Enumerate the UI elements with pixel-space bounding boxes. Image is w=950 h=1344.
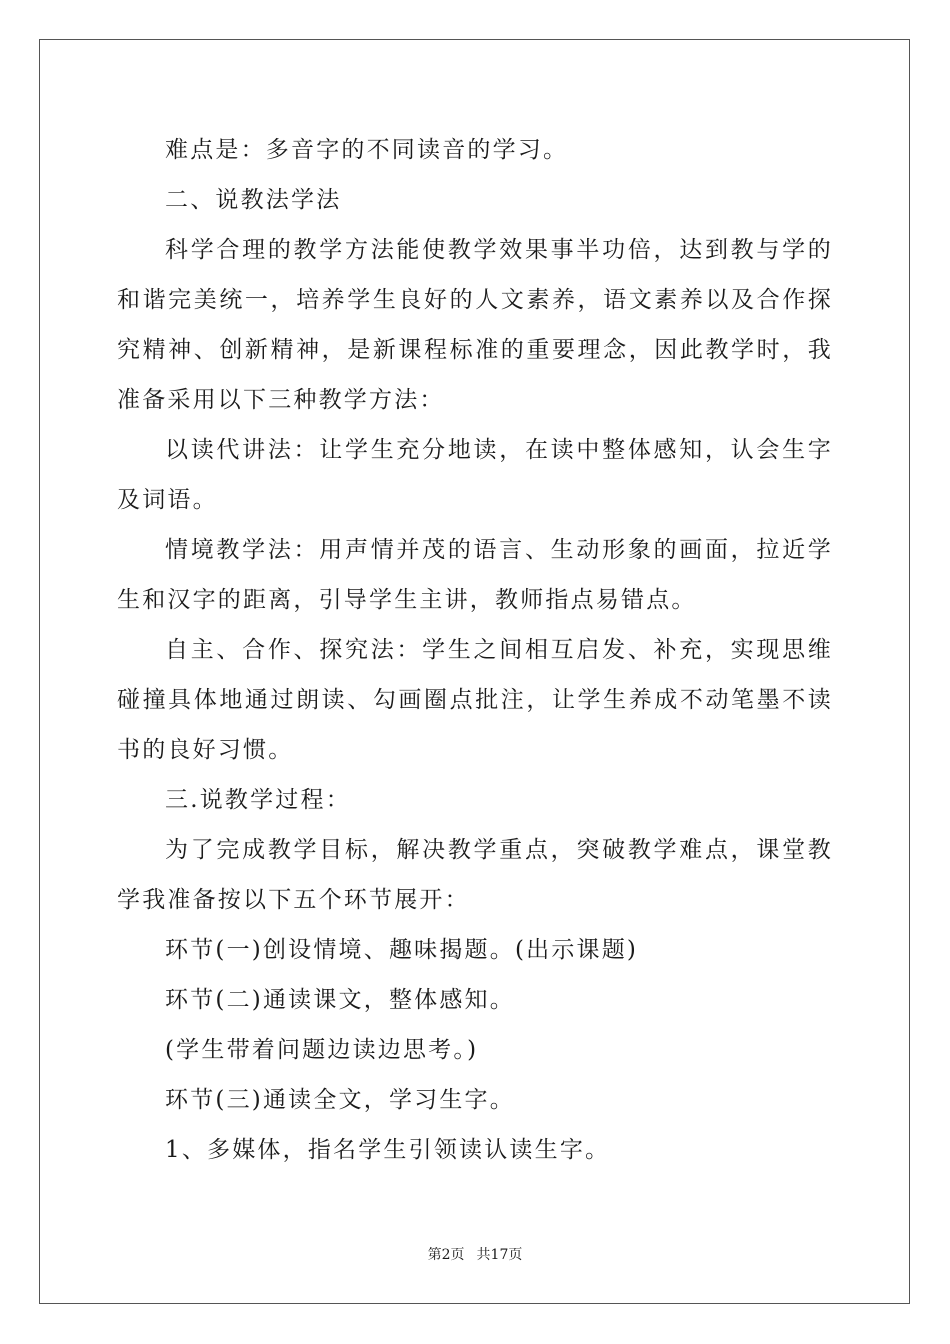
current-page-number: 第2页 xyxy=(427,1247,465,1263)
paragraph-read-method: 以读代讲法：让学生充分地读，在读中整体感知，认会生字及词语。 xyxy=(117,437,833,513)
paragraph-multimedia: 1、多媒体，指名学生引领读认读生字。 xyxy=(165,1137,611,1163)
paragraph-step-two: 环节(二)通读课文，整体感知。 xyxy=(165,987,515,1013)
heading-teaching-process: 三.说教学过程： xyxy=(165,787,351,813)
paragraph-step-one: 环节(一)创设情境、趣味揭题。(出示课题) xyxy=(165,937,639,963)
paragraph-process-intro: 为了完成教学目标，解决教学重点，突破教学难点，课堂教学我准备按以下五个环节展开： xyxy=(117,837,833,913)
heading-teaching-methods: 二、说教法学法 xyxy=(165,187,342,213)
paragraph-step-two-note: (学生带着问题边读边思考。) xyxy=(165,1037,479,1063)
paragraph-situation-method: 情境教学法：用声情并茂的语言、生动形象的画面，拉近学生和汉字的距离，引导学生主讲，教师指点易错点。 xyxy=(117,537,833,613)
paragraph-methods-intro: 科学合理的教学方法能使教学效果事半功倍，达到教与学的和谐完美统一，培养学生良好的人文素养，语文素养以及合作探究精神、创新精神，是新课程标准的重要理念，因此教学时，我准备采用以下三种教学方法： xyxy=(117,237,833,413)
page-footer xyxy=(0,1246,950,1264)
total-pages: 共17页 xyxy=(476,1247,523,1263)
document-body xyxy=(117,125,833,1175)
paragraph-cooperative-method: 自主、合作、探究法：学生之间相互启发、补充，实现思维碰撞具体地通过朗读、勾画圈点批注，让学生养成不动笔墨不读书的良好习惯。 xyxy=(117,637,833,763)
paragraph-step-three: 环节(三)通读全文，学习生字。 xyxy=(165,1087,515,1113)
paragraph-difficulty: 难点是：多音字的不同读音的学习。 xyxy=(165,137,569,163)
